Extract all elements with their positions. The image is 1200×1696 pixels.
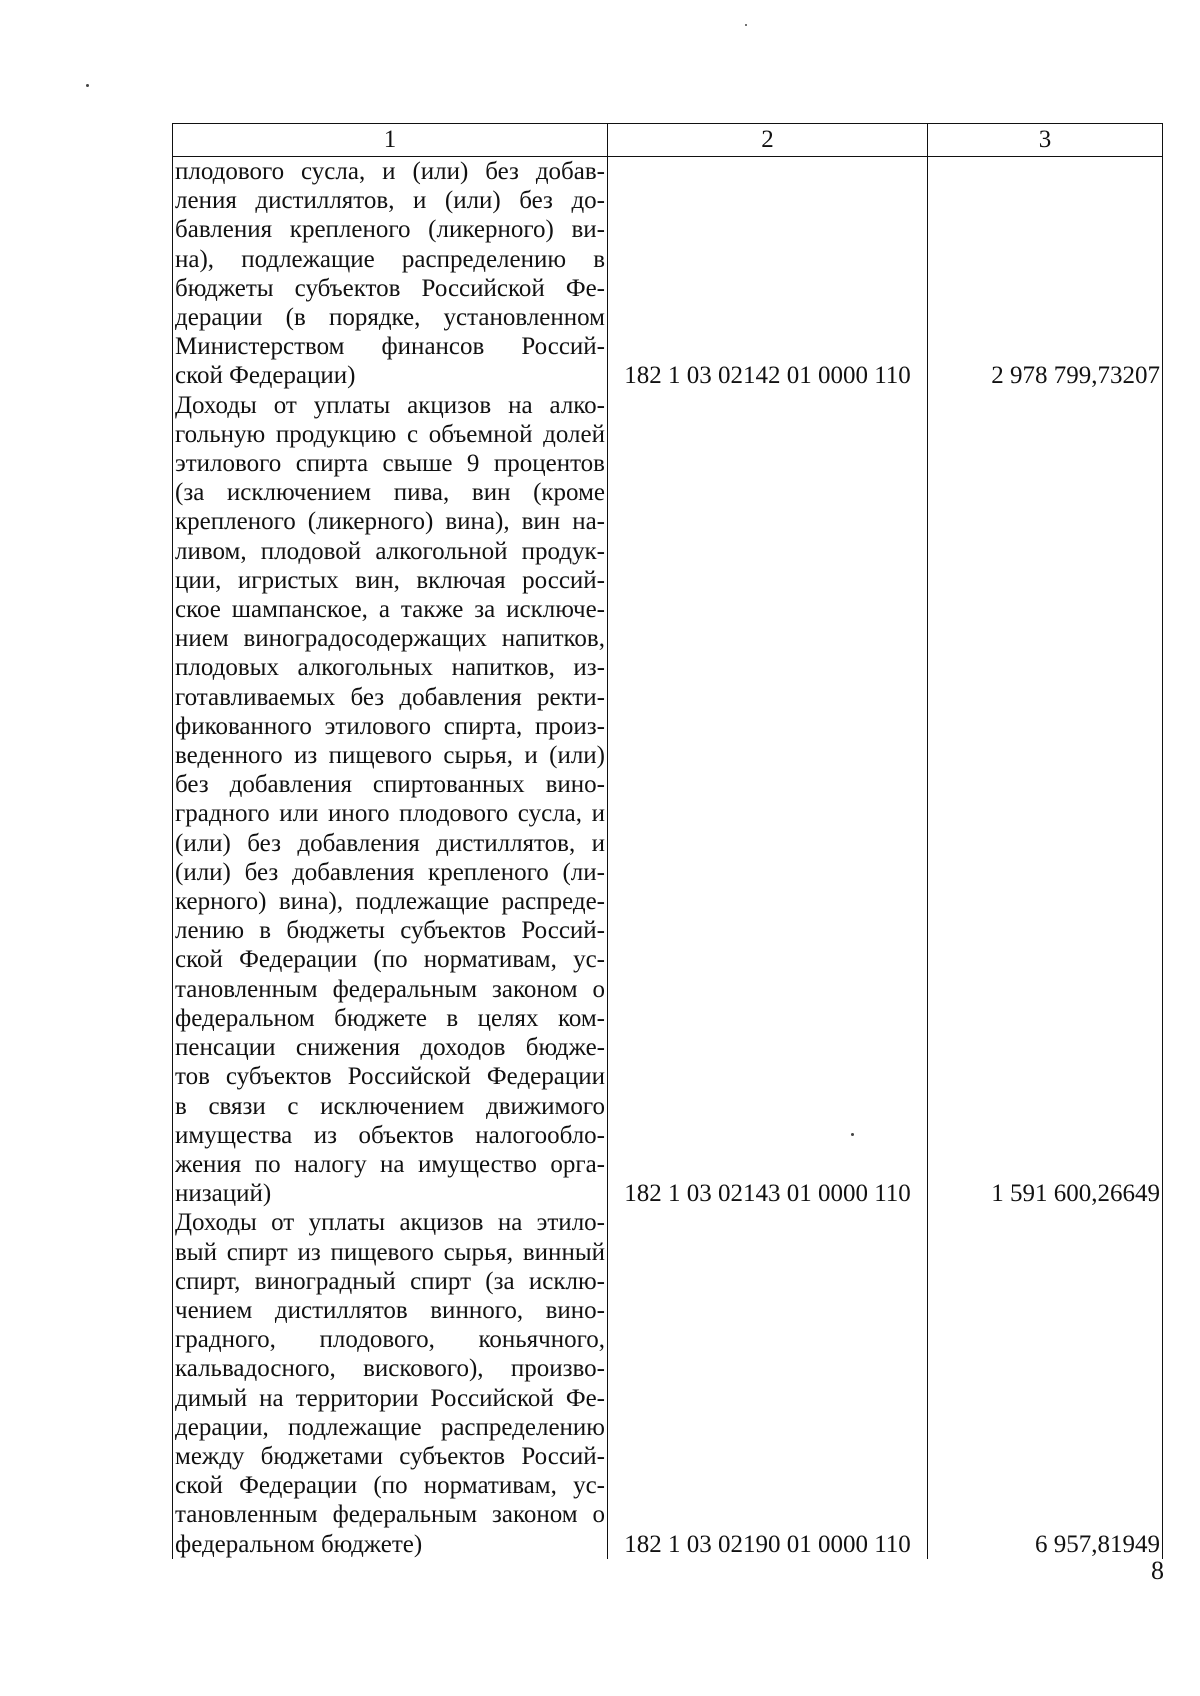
description-line: дерации, подлежащие распределению — [175, 1413, 605, 1441]
description-line: чением дистиллятов винного, вино- — [175, 1296, 605, 1324]
description-line: тановленным федеральным законом о — [175, 975, 605, 1003]
page-number: 8 — [1151, 1556, 1164, 1585]
description-line: ской Федерации (по нормативам, ус- — [175, 946, 605, 974]
amount-cell: 2 978 799,73207 — [928, 157, 1163, 391]
description-line: ливом, плодовой алкогольной продук- — [175, 537, 605, 565]
description-line: федеральном бюджете в целях ком- — [175, 1004, 605, 1032]
table-body — [173, 157, 1163, 1559]
description-line: бавления крепленого (ликерного) ви- — [175, 216, 605, 244]
description-line: между бюджетами субъектов Россий- — [175, 1442, 605, 1470]
revenue-description-cell — [173, 1208, 608, 1558]
budget-classification-code-cell: 182 1 03 02143 01 0000 110 — [608, 391, 928, 1209]
description-line: Доходы от уплаты акцизов на алко- — [175, 391, 605, 419]
description-line: на), подлежащие распределению в — [175, 245, 605, 273]
budget-classification-code-cell: 182 1 03 02142 01 0000 110 — [608, 157, 928, 391]
column-header-3: 3 — [928, 124, 1163, 157]
table-row — [173, 391, 1163, 1209]
budget-revenue-table — [172, 123, 1163, 1559]
description-line: керного) вина), подлежащие распреде- — [175, 888, 605, 916]
description-line: (или) без добавления крепленого (ли- — [175, 858, 605, 886]
description-line: веденного из пищевого сырья, и (или) — [175, 742, 605, 770]
description-line: градного, плодового, коньячного, — [175, 1326, 605, 1354]
description-line: (за исключением пива, вин (кроме — [175, 479, 605, 507]
description-line: пенсации снижения доходов бюдже- — [175, 1034, 605, 1062]
description-line: жения по налогу на имущество орга- — [175, 1150, 605, 1178]
amount-cell: 1 591 600,26649 — [928, 391, 1163, 1209]
table-row — [173, 1208, 1163, 1558]
description-line: градного или иного плодового сусла, и — [175, 800, 605, 828]
description-line: Доходы от уплаты акцизов на этило- — [175, 1209, 605, 1237]
description-line: кальвадосного, вискового), произво- — [175, 1355, 605, 1383]
description-line: фикованного этилового спирта, произ- — [175, 712, 605, 740]
description-line: нием виноградосодержащих напитков, — [175, 625, 605, 653]
description-line: имущества из объектов налогообло- — [175, 1121, 605, 1149]
description-line: дерации (в порядке, установленном — [175, 304, 605, 332]
description-line: тов субъектов Российской Федерации — [175, 1063, 605, 1091]
description-line: этилового спирта свыше 9 процентов — [175, 450, 605, 478]
description-line: плодовых алкогольных напитков, из- — [175, 654, 605, 682]
description-line: спирт, виноградный спирт (за исклю- — [175, 1267, 605, 1295]
description-line: ции, игристых вин, включая россий- — [175, 566, 605, 594]
column-header-2: 2 — [608, 124, 928, 157]
description-line: ления дистиллятов, и (или) без до- — [175, 187, 605, 215]
description-line: димый на территории Российской Фе- — [175, 1384, 605, 1412]
budget-classification-code-cell: 182 1 03 02190 01 0000 110 — [608, 1208, 928, 1558]
revenue-description-cell — [173, 157, 608, 391]
table-row — [173, 157, 1163, 391]
description-line: низаций) — [175, 1180, 272, 1208]
description-line: бюджеты субъектов Российской Фе- — [175, 274, 605, 302]
description-line: гольную продукцию с объемной долей — [175, 420, 605, 448]
description-line: Министерством финансов Россий- — [175, 333, 605, 361]
description-line: вый спирт из пищевого сырья, винный — [175, 1238, 605, 1266]
scan-speck — [745, 24, 747, 26]
description-line: без добавления спиртованных вино- — [175, 771, 605, 799]
description-line: в связи с исключением движимого — [175, 1092, 605, 1120]
description-line: крепленого (ликерного) вина), вин на- — [175, 508, 605, 536]
description-line: плодового сусла, и (или) без добав- — [175, 158, 605, 185]
description-line: готавливаемых без добавления ректи- — [175, 683, 605, 711]
scan-speck — [86, 84, 89, 87]
description-line: федеральном бюджете) — [175, 1530, 423, 1558]
description-line: (или) без добавления дистиллятов, и — [175, 829, 605, 857]
amount-cell: 6 957,81949 — [928, 1208, 1163, 1558]
description-line: ское шампанское, а также за исключе- — [175, 596, 605, 624]
table-header-row — [173, 124, 1163, 157]
revenue-description-cell — [173, 391, 608, 1209]
column-header-1: 1 — [173, 124, 608, 157]
description-line: тановленным федеральным законом о — [175, 1501, 605, 1529]
description-line: ской Федерации (по нормативам, ус- — [175, 1472, 605, 1500]
description-line: лению в бюджеты субъектов Россий- — [175, 917, 605, 945]
description-line: ской Федерации) — [175, 362, 356, 390]
